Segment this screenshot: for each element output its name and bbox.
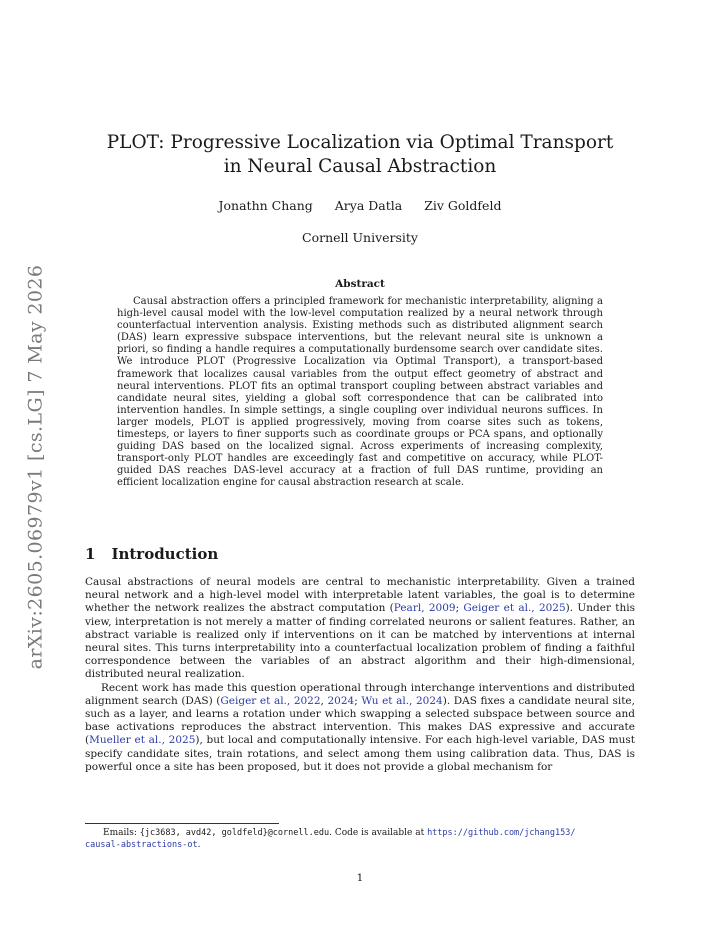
abstract-heading: Abstract — [335, 278, 385, 290]
footnote-emails-label: Emails: — [103, 828, 140, 838]
code-repository-link[interactable]: https://github.com/jchang153/ — [427, 828, 576, 838]
author-list — [0, 198, 720, 213]
citation-link[interactable]: Geiger et al., 2025 — [463, 602, 566, 615]
citation-separator: , — [320, 694, 328, 707]
intro-text: Causal abstractions of neural models are central to mechanistic interpretability. Given a trained neural network and a high-level model with interpretable latent variables, the goal is to determine whether the network realizes the abstract computation ( — [85, 576, 635, 615]
citation-link[interactable]: Pearl, 2009 — [393, 602, 456, 615]
intro-text: ). DAS fixes a candidate neural site, such as a layer, and learns a rotation under which swapping a selected subspace between source and base activations reproduces the abstract intervention. This makes DAS expressive and accurate ( — [85, 694, 635, 747]
section-heading — [85, 545, 218, 563]
intro-paragraph-2 — [85, 682, 635, 774]
intro-text: Recent work has made this question operational through interchange interventions and distributed alignment search (DAS) ( — [85, 681, 635, 707]
author-name: Ziv Goldfeld — [424, 198, 502, 213]
introduction-body — [85, 576, 635, 774]
citation-separator: ; — [354, 694, 362, 707]
section-title: Introduction — [111, 545, 219, 563]
author-affiliation: Cornell University — [302, 230, 418, 245]
footnote — [85, 827, 640, 851]
section-number: 1 — [85, 545, 96, 563]
footnote-emails: {jc3683, avd42, goldfeld}@cornell.edu — [139, 828, 330, 838]
title-line-2: in Neural Causal Abstraction — [223, 156, 497, 177]
abstract-text: Causal abstraction offers a principled framework for mechanistic interpretability, aligning a high-level causal model with the low-level computation realized by a neural network through counterfactual intervention analysis. Existing methods such as distributed alignment search (DAS) learn expressive subspace interventions, but the relevant neural site is unknown a priori, so finding a handle requires a computationally burdensome search over candidate sites. We introduce PLOT (Progressive Localization via Optimal Transport), a transport-based framework that localizes causal variables from the output effect geometry of abstract and neural interventions. PLOT fits an optimal transport coupling between abstract variables and candidate neural sites, yielding a global soft correspondence that can be calibrated into intervention handles. In simple settings, a single coupling over individual neurons suffices. In larger models, PLOT is applied progressively, moving from coarse sites such as tokens, timesteps, or layers to finer supports such as coordinate groups or PCA spans, and optionally guiding DAS based on the localized signal. Across experiments of increasing complexity, transport-only PLOT handles are exceedingly fast and competitive on accuracy, while PLOT-guided DAS reaches DAS-level accuracy at a fraction of full DAS runtime, providing an efficient localization engine for causal abstraction research at scale. — [117, 296, 603, 489]
arxiv-identifier-text: arXiv:2605.06979v1 [cs.LG] 7 May 2026 — [24, 264, 46, 670]
citation-link[interactable]: Geiger et al., 2022 — [220, 694, 321, 707]
page-number: 1 — [356, 872, 364, 884]
citation-separator: ; — [455, 602, 464, 615]
title-line-1: PLOT: Progressive Localization via Optimal Transport — [106, 132, 614, 153]
footnote-divider — [85, 823, 279, 824]
citation-link[interactable]: Mueller et al., 2025 — [89, 734, 196, 747]
paper-title — [0, 131, 720, 179]
author-name: Arya Datla — [334, 198, 403, 213]
intro-paragraph-1 — [85, 576, 635, 682]
intro-text: ). Under this view, interpretation is not merely a matter of finding correlated neurons or salient features. Rather, an abstract variable is realized only if interventions on it can be matched by interventions at internal neural sites. This turns interpretability into a counterfactual localization problem of finding a faithful correspondence between the variables of an abstract algorithm and their high-dimensional, distributed neural realization. — [85, 602, 635, 681]
footnote-end: . — [197, 840, 201, 850]
citation-link[interactable]: 2024 — [327, 694, 355, 707]
footnote-code-text: . Code is available at — [329, 828, 428, 838]
code-repository-link-continued[interactable]: causal-abstractions-ot — [85, 840, 198, 850]
arxiv-identifier-stamp — [10, 262, 60, 672]
citation-link[interactable]: Wu et al., 2024 — [361, 694, 443, 707]
intro-text: ), but local and computationally intensive. For each high-level variable, DAS must specify candidate sites, train rotations, and select among them using calibration data. Thus, DAS is powerful once a site has been proposed, but it does not provide a global mechanism for — [85, 734, 635, 773]
author-name: Jonathn Chang — [218, 198, 313, 213]
